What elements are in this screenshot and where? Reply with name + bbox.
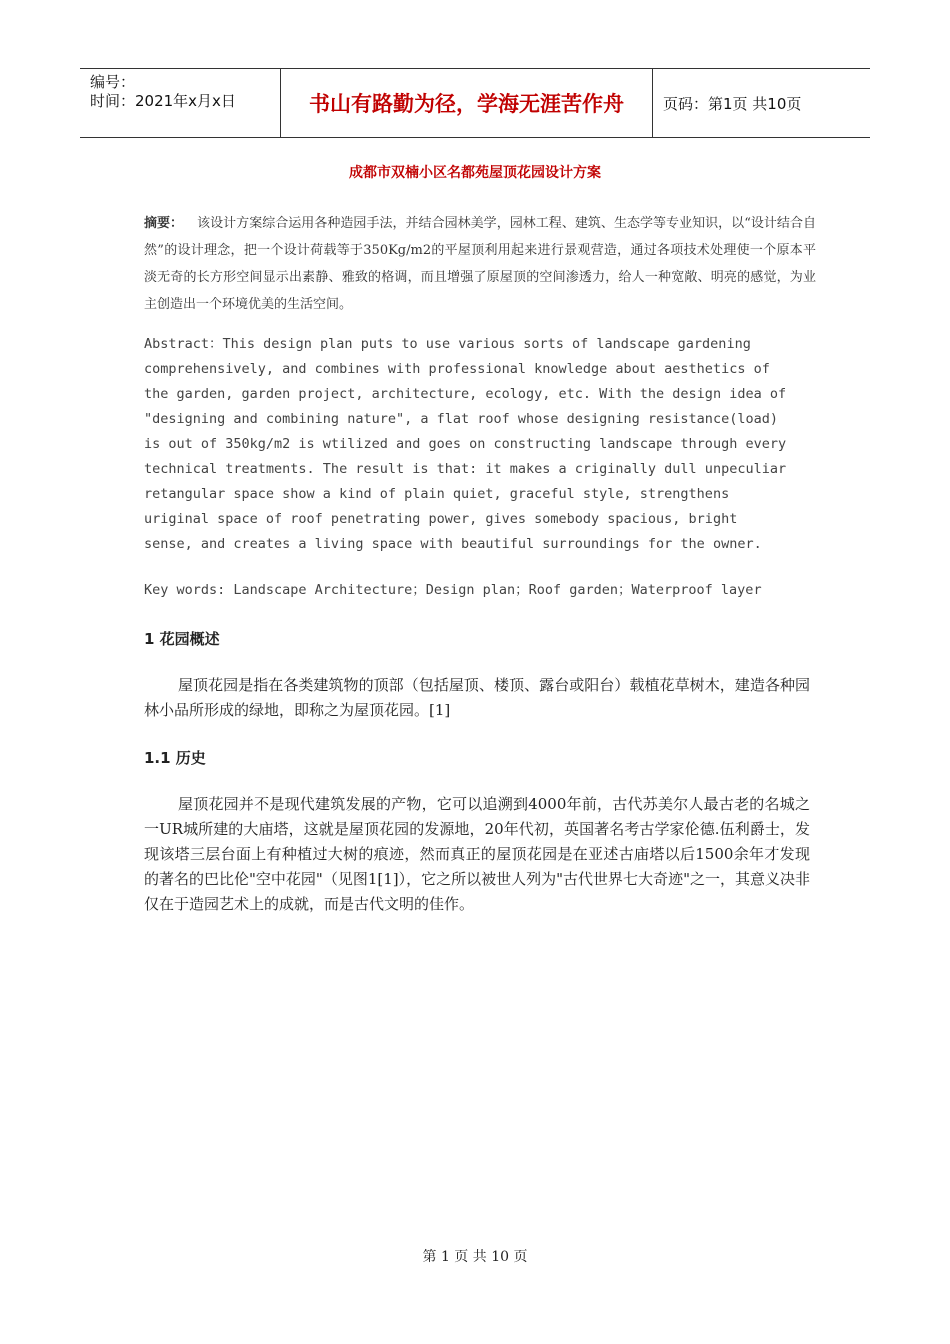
page-footer: 第 1 页 共 10 页 — [422, 1249, 528, 1265]
header-page-info: 页码：第1页 共10页 — [663, 94, 802, 113]
abstract-label: 摘要： — [144, 216, 184, 231]
document-header — [80, 68, 870, 138]
section-paragraph-1-1: 屋顶花园并不是现代建筑发展的产物，它可以追溯到4000年前，古代苏美尔人最古老的名城之一UR城所建的大庙塔，这就是屋顶花园的发源地，20年代初，英国著名考古学家伦德.伍利爵士，发现该塔三层台面上有种植过大树的痕迹，然而真正的屋顶花园是在亚述古庙塔以后1500余年才发现的著名的巴比伦"空中花园"（见图1[1]），它之所以被世人列为"古代世界七大奇迹"之一，其意义决非仅在于造园艺术上的成就，而是古代文明的佳作。 — [144, 795, 810, 913]
header-meta — [80, 69, 281, 137]
section-heading-1: 1 花园概述 — [144, 630, 220, 648]
abstract-chinese — [144, 210, 816, 318]
abstract-chinese-text: 该设计方案综合运用各种造园手法，并结合园林美学，园林工程、建筑、生态学等专业知识，以“设计结合自然”的设计理念，把一个设计荷载等于350Kg/m2的平屋顶利用起来进行景观营造，通过各项技术处理使一个原本平淡无奇的长方形空间显示出素静、雅致的格调，而且增强了原屋顶的空间渗透力，给人一种宽敞、明亮的感觉，为业主创造出一个环境优美的生活空间。 — [144, 216, 816, 312]
keywords: Key words: Landscape Architecture；Design plan；Roof garden；Waterproof layer — [144, 582, 762, 598]
number-label: 编号： — [90, 73, 136, 91]
time-label: 时间：2021年x月x日 — [90, 92, 236, 110]
abstract-english: Abstract：This design plan puts to use various sorts of landscape gardening comprehensively, and combines with professional knowledge about aesthetics of the garden, garden project, architecture, ecology, etc. With the design idea of "designing and combining nature", a flat roof whose designing resistance(load) is out of 350kg/m2 is wtilized and goes on constructing landscape through every technical treatments. The result is that: it makes a criginally dull unpeculiar retangular space show a kind of plain quiet, graceful style, strengthens uriginal space of roof penetrating power, gives somebody spacious, bright sense, and creates a living space with beautiful surroundings for the owner. — [144, 336, 787, 552]
section-paragraph-1: 屋顶花园是指在各类建筑物的顶部（包括屋顶、楼顶、露台或阳台）载植花草树木，建造各种园林小品所形成的绿地，即称之为屋顶花园。[1] — [144, 676, 810, 719]
header-motto: 书山有路勤为径，学海无涯苦作舟 — [281, 69, 653, 137]
section-heading-1-1: 1.1 历史 — [144, 749, 206, 767]
document-title: 成都市双楠小区名都苑屋顶花园设计方案 — [349, 165, 601, 181]
